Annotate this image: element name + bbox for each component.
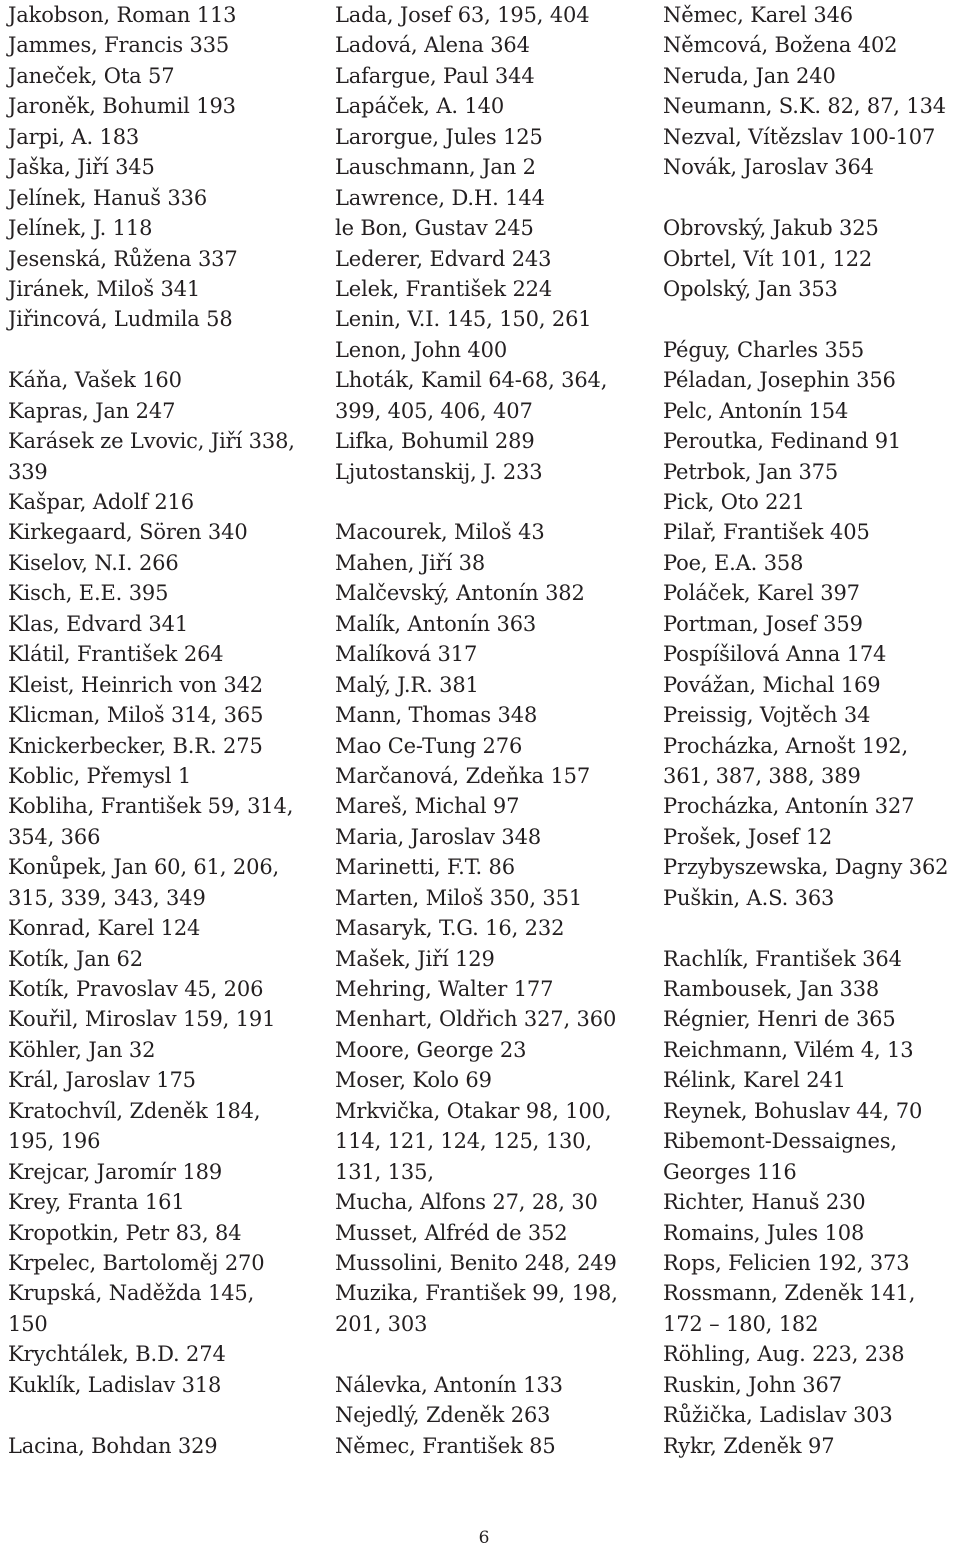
index-entry: Mareš, Michal 97: [335, 794, 520, 819]
index-entry: Lederer, Edvard 243: [335, 246, 552, 271]
index-entry: Lacina, Bohdan 329: [8, 1433, 218, 1458]
index-entry: Kleist, Heinrich von 342: [8, 672, 264, 697]
index-entry: le Bon, Gustav 245: [335, 216, 534, 241]
index-entry: Péladan, Josephin 356: [663, 368, 896, 393]
index-entry: Przybyszewska, Dagny 362: [663, 855, 949, 880]
index-letter-gap: [335, 1339, 635, 1369]
index-entry: Richter, Hanuš 230: [663, 1190, 866, 1215]
index-entry: Pick, Oto 221: [663, 490, 805, 514]
index-entry: Marten, Miloš 350, 351: [335, 885, 583, 910]
index-entry: Muzika, František 99, 198,: [335, 1281, 618, 1306]
index-entry: Němec, Karel 346: [663, 3, 854, 27]
index-entry: Ruskin, John 367: [663, 1372, 842, 1397]
index-entry: Krejcar, Jaromír 189: [8, 1159, 223, 1184]
index-entry: 195, 196: [8, 1129, 101, 1154]
index-entry: Moser, Kolo 69: [335, 1068, 492, 1093]
index-entry: Procházka, Antonín 327: [663, 794, 915, 819]
index-entry: Georges 116: [663, 1159, 797, 1184]
index-entry: Král, Jaroslav 175: [8, 1068, 196, 1093]
index-entry: Malý, J.R. 381: [335, 672, 479, 697]
index-entry: Poe, E.A. 358: [663, 550, 804, 575]
index-entry: Mucha, Alfons 27, 28, 30: [335, 1190, 598, 1215]
index-entry: Lauschmann, Jan 2: [335, 155, 536, 180]
index-entry: Marinetti, F.T. 86: [335, 855, 515, 880]
index-entry: Jiřincová, Ludmila 58: [8, 307, 233, 332]
index-entry: Reynek, Bohuslav 44, 70: [663, 1098, 923, 1123]
index-entry: Krpelec, Bartoloměj 270: [8, 1250, 265, 1275]
index-entry: Jiránek, Miloš 341: [8, 276, 201, 301]
index-entry: Kouřil, Miroslav 159, 191: [8, 1007, 276, 1032]
index-entry: Malčevský, Antonín 382: [335, 581, 585, 606]
index-entry: Prošek, Josef 12: [663, 824, 833, 849]
index-entry: Rykr, Zdeněk 97: [663, 1433, 835, 1458]
index-entry: Procházka, Arnošt 192,: [663, 733, 908, 758]
index-letter-gap: [335, 487, 635, 517]
index-entry: Lifka, Bohumil 289: [335, 429, 535, 454]
index-entry: Krey, Franta 161: [8, 1190, 185, 1215]
index-entry: Lenin, V.I. 145, 150, 261: [335, 307, 592, 332]
index-letter-gap: [8, 335, 308, 365]
index-entry: Peroutka, Fedinand 91: [663, 429, 902, 454]
index-entry: Menhart, Oldřich 327, 360: [335, 1007, 617, 1032]
index-entry: Jammes, Francis 335: [8, 33, 230, 58]
index-entry: Malíková 317: [335, 642, 478, 667]
index-column-2: [335, 0, 635, 1461]
index-entry: Mussolini, Benito 248, 249: [335, 1250, 617, 1275]
index-entry: Masaryk, T.G. 16, 232: [335, 916, 565, 941]
index-entry: Pelc, Antonín 154: [663, 398, 849, 423]
index-entry: 315, 339, 343, 349: [8, 885, 206, 910]
index-entry: Mao Ce-Tung 276: [335, 733, 523, 758]
index-entry: Poláček, Karel 397: [663, 581, 860, 606]
index-entry: Konůpek, Jan 60, 61, 206,: [8, 855, 280, 880]
index-entry: Kašpar, Adolf 216: [8, 490, 194, 514]
index-entry: 361, 387, 388, 389: [663, 763, 861, 788]
index-entry: Neruda, Jan 240: [663, 63, 836, 88]
index-entry: Portman, Josef 359: [663, 611, 863, 636]
index-entry: Koblic, Přemysl 1: [8, 763, 192, 788]
index-entry: Kiselov, N.I. 266: [8, 550, 179, 575]
index-entry: Lenon, John 400: [335, 337, 508, 362]
index-entry: Preissig, Vojtěch 34: [663, 703, 871, 728]
index-entry: Kotík, Jan 62: [8, 946, 143, 971]
index-entry: Novák, Jaroslav 364: [663, 155, 874, 180]
index-entry: Knickerbecker, B.R. 275: [8, 733, 263, 758]
index-entry: Klátil, František 264: [8, 642, 224, 667]
index-entry: 201, 303: [335, 1311, 428, 1336]
index-entry: 354, 366: [8, 824, 101, 849]
index-entry: Klas, Edvard 341: [8, 611, 189, 636]
index-entry: 131, 135,: [335, 1159, 434, 1184]
index-entry: Macourek, Miloš 43: [335, 520, 545, 545]
index-entry: Marčanová, Zdeňka 157: [335, 763, 591, 788]
index-entry: Lapáček, A. 140: [335, 94, 505, 119]
index-entry: Rops, Felicien 192, 373: [663, 1250, 910, 1275]
index-entry: Krychtálek, B.D. 274: [8, 1342, 226, 1367]
index-entry: Mahen, Jiří 38: [335, 550, 486, 575]
index-entry: Rossmann, Zdeněk 141,: [663, 1281, 916, 1306]
index-entry: Pilař, František 405: [663, 520, 870, 545]
index-entry: Ribemont-Dessaignes,: [663, 1129, 897, 1154]
index-entry: 150: [8, 1311, 48, 1336]
index-entry: Kirkegaard, Sören 340: [8, 520, 248, 545]
index-entry: Jesenská, Růžena 337: [8, 246, 238, 271]
index-column-1: [8, 0, 308, 1461]
index-entry: Lawrence, D.H. 144: [335, 185, 545, 210]
index-entry: Pospíšilová Anna 174: [663, 642, 887, 667]
index-entry: Janeček, Ota 57: [8, 63, 175, 88]
index-entry: Rambousek, Jan 338: [663, 977, 880, 1001]
index-entry: Nálevka, Antonín 133: [335, 1372, 563, 1397]
index-entry: Kotík, Pravoslav 45, 206: [8, 977, 264, 1001]
index-entry: Káňa, Vašek 160: [8, 368, 182, 393]
index-entry: Kuklík, Ladislav 318: [8, 1372, 222, 1397]
index-entry: Kapras, Jan 247: [8, 398, 176, 423]
index-entry: Puškin, A.S. 363: [663, 885, 835, 910]
index-entry: Klicman, Miloš 314, 365: [8, 703, 264, 728]
index-entry: Němcová, Božena 402: [663, 33, 898, 58]
index-entry: 339: [8, 459, 48, 484]
index-entry: Malík, Antonín 363: [335, 611, 537, 636]
index-entry: Němec, František 85: [335, 1433, 556, 1458]
index-entry: Kisch, E.E. 395: [8, 581, 169, 606]
index-entry: Nezval, Vítězslav 100-107: [663, 124, 936, 149]
index-entry: 399, 405, 406, 407: [335, 398, 533, 423]
index-entry: Ljutostanskij, J. 233: [335, 459, 543, 484]
index-entry: Opolský, Jan 353: [663, 276, 838, 301]
index-letter-gap: [663, 913, 960, 943]
index-entry: Mann, Thomas 348: [335, 703, 538, 728]
index-entry: Povážan, Michal 169: [663, 672, 881, 697]
index-entry: Rélink, Karel 241: [663, 1068, 846, 1093]
index-entry: Petrbok, Jan 375: [663, 459, 839, 484]
index-entry: Ladová, Alena 364: [335, 33, 530, 58]
index-entry: Régnier, Henri de 365: [663, 1007, 896, 1032]
index-entry: Růžička, Ladislav 303: [663, 1403, 893, 1428]
index-entry: Mašek, Jiří 129: [335, 946, 495, 971]
index-column-3: [663, 0, 960, 1461]
index-entry: Lada, Josef 63, 195, 404: [335, 3, 590, 27]
index-entry: Mehring, Walter 177: [335, 977, 554, 1001]
index-entry: Péguy, Charles 355: [663, 337, 865, 362]
index-entry: Mrkvička, Otakar 98, 100,: [335, 1098, 612, 1123]
index-entry: Reichmann, Vilém 4, 13: [663, 1037, 914, 1062]
index-entry: Jelínek, J. 118: [8, 216, 153, 241]
index-entry: Kobliha, František 59, 314,: [8, 794, 294, 819]
index-entry: Obrovský, Jakub 325: [663, 216, 879, 241]
index-entry: Neumann, S.K. 82, 87, 134: [663, 94, 946, 119]
index-entry: Obrtel, Vít 101, 122: [663, 246, 873, 271]
index-entry: Lafargue, Paul 344: [335, 63, 535, 88]
index-entry: Moore, George 23: [335, 1037, 527, 1062]
index-entry: Karásek ze Lvovic, Jiří 338,: [8, 429, 295, 454]
index-letter-gap: [8, 1400, 308, 1430]
index-entry: Larorgue, Jules 125: [335, 124, 543, 149]
index-entry: Jaška, Jiří 345: [8, 155, 155, 180]
index-entry: Kropotkin, Petr 83, 84: [8, 1220, 242, 1245]
index-entry: Maria, Jaroslav 348: [335, 824, 542, 849]
index-entry: Nejedlý, Zdeněk 263: [335, 1403, 551, 1428]
index-letter-gap: [663, 304, 960, 334]
index-entry: Köhler, Jan 32: [8, 1037, 156, 1062]
index-entry: Musset, Alfréd de 352: [335, 1220, 568, 1245]
index-entry: Romains, Jules 108: [663, 1220, 865, 1245]
index-entry: 114, 121, 124, 125, 130,: [335, 1129, 592, 1154]
index-entry: Krupská, Naděžda 145,: [8, 1281, 255, 1306]
index-entry: Jaroněk, Bohumil 193: [8, 94, 236, 119]
index-entry: Rachlík, František 364: [663, 946, 902, 971]
index-entry: Lelek, František 224: [335, 276, 553, 301]
index-entry: Kratochvíl, Zdeněk 184,: [8, 1098, 261, 1123]
index-entry: Jakobson, Roman 113: [8, 3, 237, 27]
index-entry: Jelínek, Hanuš 336: [8, 185, 208, 210]
index-letter-gap: [663, 183, 960, 213]
index-entry: Jarpi, A. 183: [8, 124, 140, 149]
index-entry: Lhoták, Kamil 64-68, 364,: [335, 368, 608, 393]
page-number: 6: [478, 1528, 490, 1548]
index-entry: 172 – 180, 182: [663, 1311, 819, 1336]
index-entry: Konrad, Karel 124: [8, 916, 201, 941]
index-entry: Röhling, Aug. 223, 238: [663, 1342, 905, 1367]
